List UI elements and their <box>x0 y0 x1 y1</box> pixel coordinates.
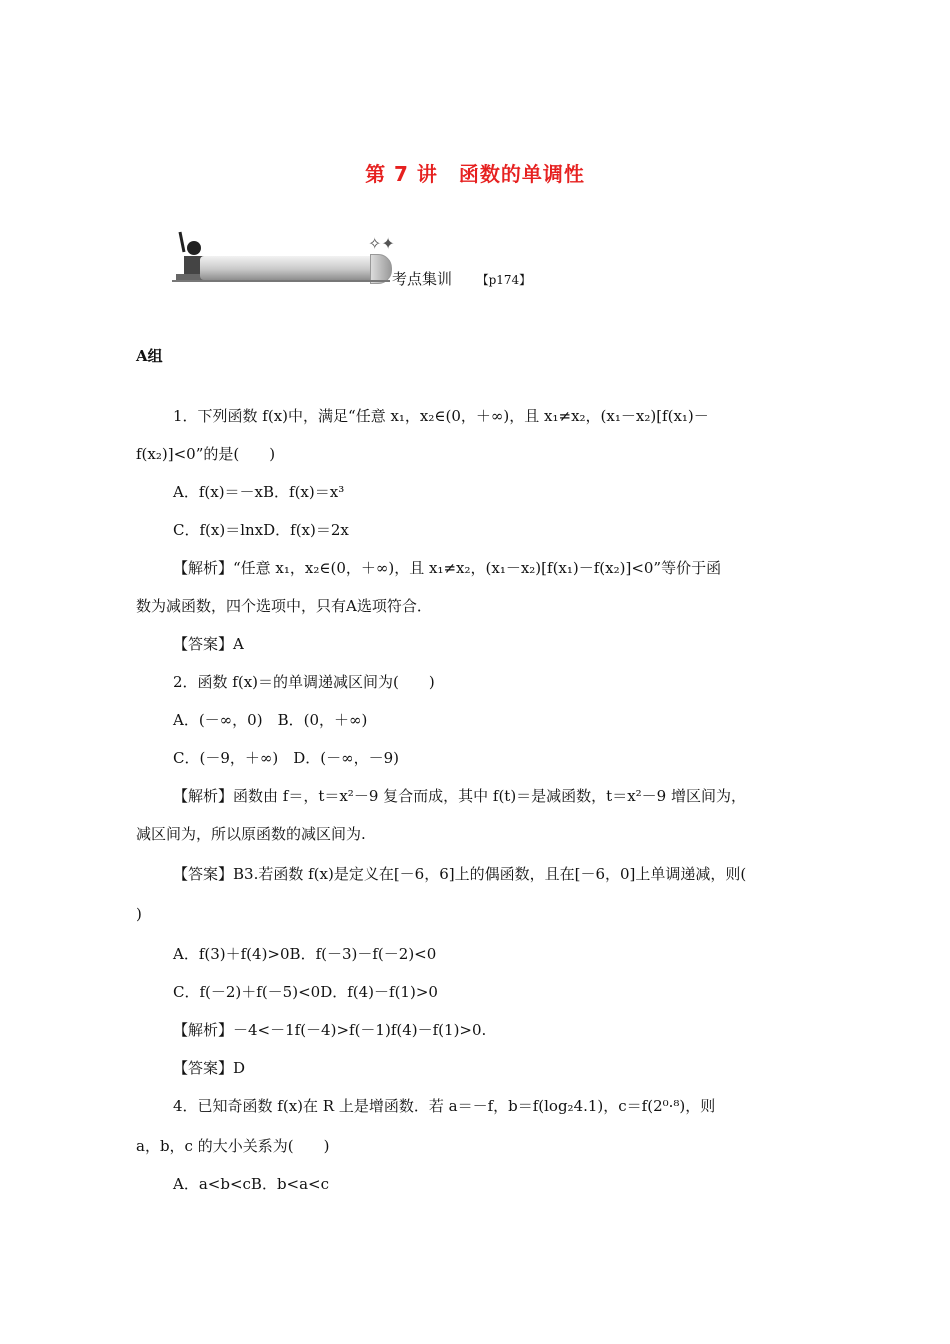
q2-options-ab: A．(－∞，0) B．(0，＋∞) <box>173 711 368 729</box>
q3-options-cd: C．f(－2)＋f(－5)<0D．f(4)－f(1)>0 <box>173 983 438 1001</box>
sparkle-icon: ✧✦ <box>368 234 395 253</box>
section-banner <box>172 230 532 290</box>
q4-stem-line2: a，b，c 的大小关系为( ) <box>136 1137 330 1155</box>
q4-options-ab: A．a<b<cB．b<a<c <box>173 1175 330 1193</box>
q3-analysis: 【解析】－4<－1f(－4)>f(－1)f(4)－f(1)>0. <box>173 1021 487 1039</box>
q3-options-ab: A．f(3)＋f(4)>0B．f(－3)－f(－2)<0 <box>173 945 437 963</box>
q1-analysis-line1: 【解析】“任意 x₁，x₂∈(0，＋∞)，且 x₁≠x₂，(x₁－x₂)[f(x₁)－f(x₂)]<0”等价于函 <box>173 559 722 577</box>
q2-answer-q3-stem: 【答案】B3.若函数 f(x)是定义在[－6，6]上的偶函数，且在[－6，0]上单调递减，则( <box>173 865 747 883</box>
q1-stem-line1: 1．下列函数 f(x)中，满足“任意 x₁，x₂∈(0，＋∞)，且 x₁≠x₂，(x₁－x₂)[f(x₁)－ <box>173 407 709 425</box>
q2-analysis-line1: 【解析】函数由 f＝，t＝x²－9 复合而成，其中 f(t)＝是减函数，t＝x²－9 增区间为， <box>173 787 746 805</box>
q1-answer: 【答案】A <box>173 635 244 653</box>
q1-options-ab: A．f(x)＝－xB．f(x)＝x³ <box>173 483 345 501</box>
banner-text <box>392 268 531 289</box>
q1-options-cd: C．f(x)＝lnxD．f(x)＝2x <box>173 521 349 539</box>
q1-stem-line2: f(x₂)]<0”的是( ) <box>136 445 276 463</box>
banner-underline <box>172 280 390 282</box>
q3-answer: 【答案】D <box>173 1059 246 1077</box>
page-title: 第 7 讲 函数的单调性 <box>365 162 585 186</box>
q1-analysis-line2: 数为减函数，四个选项中，只有A选项符合． <box>136 597 432 615</box>
banner-label: 考点集训 <box>392 270 453 288</box>
q2-options-cd: C．(－9，＋∞) D．(－∞，－9) <box>173 749 399 767</box>
group-heading: A组 <box>136 347 163 365</box>
banner-page-ref: 【p174】 <box>476 273 532 287</box>
q3-stem-line2: ) <box>136 905 142 923</box>
q2-stem: 2．函数 f(x)＝的单调递减区间为( ) <box>173 673 435 691</box>
q4-stem-line1: 4．已知奇函数 f(x)在 R 上是增函数．若 a＝－f，b＝f(log₂4.1)，c＝f(2⁰·⁸)，则 <box>173 1097 716 1115</box>
banner-bar <box>200 256 388 280</box>
q2-analysis-line2: 减区间为，所以原函数的减区间为. <box>136 825 366 843</box>
